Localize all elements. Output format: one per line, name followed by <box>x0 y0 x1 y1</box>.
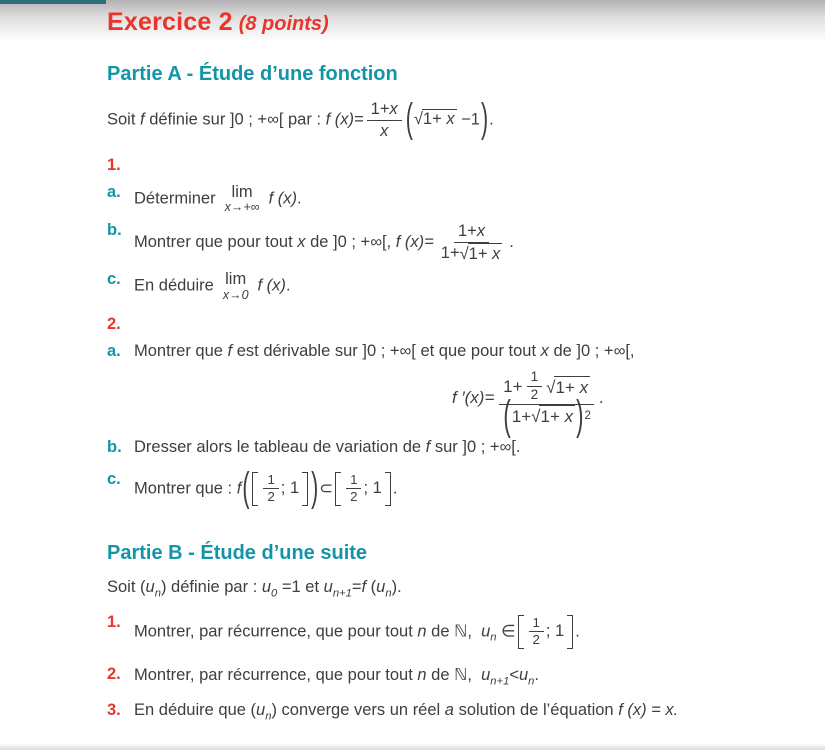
num-text: 1+ <box>458 222 477 241</box>
text: et <box>300 577 324 596</box>
equals: = <box>351 577 362 596</box>
rad-text: 1+ <box>422 110 447 129</box>
interval-rest: ; 1 <box>363 479 382 497</box>
fraction-numerator <box>454 221 489 243</box>
item-1 <box>107 156 813 175</box>
text: et que pour tout <box>415 342 541 361</box>
intro-text: Soit <box>107 110 141 129</box>
subscript-n-plus-1: n+1 <box>332 586 352 599</box>
text: Montrer, par récurrence, que pour tout <box>134 665 418 684</box>
radicand <box>468 243 503 265</box>
exercise-header <box>107 8 813 37</box>
item-1a <box>107 183 813 215</box>
item-2a-label: a. <box>107 342 121 361</box>
item-2b-label: b. <box>107 437 122 456</box>
item-2a <box>107 342 813 361</box>
item-2c <box>107 464 813 510</box>
interval-bracket <box>518 613 574 651</box>
fraction-denominator <box>437 243 507 265</box>
interval: ]0 ; +∞[. <box>462 437 521 456</box>
interval: ]0 ; +∞[ <box>362 342 416 361</box>
num-text: 1+ <box>503 377 523 397</box>
right-bracket <box>385 472 391 506</box>
part-b-heading: Partie B - Étude d’une suite <box>107 541 368 564</box>
close-paren: ) <box>160 577 167 596</box>
var-n: n <box>417 665 427 684</box>
item-1a-body <box>134 183 813 215</box>
half-den: 2 <box>267 489 275 504</box>
page-bottom-gradient <box>0 743 825 750</box>
item-b1-body <box>134 613 813 651</box>
text: Montrer, par récurrence, que pour tout <box>134 621 418 640</box>
exercise-title: Exercice 2 <box>107 8 233 36</box>
text: Montrer que pour tout <box>134 233 298 252</box>
text: Dresser alors le tableau de variation de <box>134 437 426 456</box>
text: Montrer que : <box>134 478 237 497</box>
sqrt-sign: √ <box>413 110 423 129</box>
period: . <box>575 621 580 640</box>
item-2c-body <box>134 464 813 510</box>
den-text: 1+ <box>511 406 532 426</box>
sqrt <box>460 243 503 265</box>
item-b3-body <box>134 701 813 720</box>
var-u: u <box>481 621 491 640</box>
period: . <box>285 276 291 295</box>
half-num: 1 <box>527 369 543 387</box>
var-f: f <box>425 437 431 456</box>
sqrt-sign: √ <box>459 244 469 263</box>
text: sur <box>430 437 463 456</box>
radicand <box>554 376 590 398</box>
text: définie par : <box>166 577 262 596</box>
period: . <box>534 665 539 684</box>
var-x: x <box>297 233 306 252</box>
var-x: x <box>540 342 549 361</box>
lim-word: lim <box>231 183 253 202</box>
subscript-n: n <box>385 586 392 599</box>
half-den: 2 <box>532 632 540 647</box>
radicand <box>422 109 457 129</box>
var-u: u <box>256 700 266 719</box>
item-2b <box>107 438 813 457</box>
open-paren: ( <box>140 577 146 596</box>
item-2 <box>107 315 813 334</box>
var-x: x <box>446 110 455 129</box>
sqrt <box>531 405 575 427</box>
right-bracket <box>302 472 308 506</box>
element-of-symbol: ∈ <box>496 621 516 640</box>
text: Déterminer <box>134 189 216 208</box>
half-den: 2 <box>530 387 539 403</box>
limit-block <box>223 270 249 302</box>
period: . <box>397 577 402 596</box>
interval-bracket <box>335 470 391 508</box>
rad-text: 1+ <box>468 244 493 263</box>
var-x: x <box>564 407 574 427</box>
half-fraction <box>529 615 544 649</box>
text: En déduire que <box>134 700 251 719</box>
item-1c <box>107 270 813 302</box>
part-b-intro <box>107 578 813 597</box>
naturals-symbol: ℕ, <box>454 665 472 684</box>
item-2-label: 2. <box>107 315 121 334</box>
interval-bracket <box>252 470 308 508</box>
limit-block <box>225 183 260 215</box>
fraction <box>367 99 402 141</box>
part-a-intro <box>107 95 813 142</box>
left-bracket <box>518 615 524 649</box>
var-f: f <box>140 110 145 129</box>
interval: ]0 ; +∞[, <box>576 342 635 361</box>
interval: ]0 ; +∞[ <box>229 110 284 129</box>
subscript-n: n <box>265 709 272 722</box>
interval-rest: ; 1 <box>545 622 565 640</box>
f-of-x: f (x) <box>257 276 286 295</box>
rad-text: 1+ <box>540 407 565 427</box>
subscript-n: n <box>490 631 497 644</box>
item-1c-label: c. <box>107 270 121 289</box>
var-x: x <box>389 100 398 118</box>
intro-text: par : <box>283 110 326 129</box>
var-f: f <box>227 342 233 361</box>
half-den: 2 <box>350 489 358 504</box>
text: En déduire <box>134 276 214 295</box>
fraction <box>437 221 507 264</box>
item-b1-label: 1. <box>107 612 121 631</box>
part-a-heading: Partie A - Étude d’une fonction <box>107 63 398 85</box>
half-num: 1 <box>263 472 278 490</box>
var-u: u <box>518 665 529 684</box>
text: Montrer que <box>134 342 228 361</box>
f-of-x: f (x)= <box>325 110 364 129</box>
period: . <box>509 233 514 252</box>
item-1b <box>107 221 813 264</box>
half-num: 1 <box>346 472 361 490</box>
fraction-denominator: x <box>380 121 389 140</box>
period: . <box>489 110 494 129</box>
close-paren: ) <box>311 464 319 510</box>
sqrt-sign: √ <box>546 377 556 397</box>
fraction-denominator: ( 1+ √ 1+ x ) 2 <box>503 391 591 440</box>
sqrt <box>546 376 590 398</box>
intro-text: définie sur <box>144 110 230 129</box>
minus-one: −1 <box>456 110 480 129</box>
sqrt <box>414 109 457 129</box>
var-a: a <box>444 700 454 719</box>
open-paren: ( <box>370 577 377 596</box>
var-u: u <box>261 577 272 596</box>
close-paren: ) <box>391 577 398 596</box>
half-fraction <box>263 472 278 506</box>
item-1a-label: a. <box>107 183 121 202</box>
text: de <box>426 665 455 684</box>
subscript-n-plus-1: n+1 <box>490 674 510 687</box>
fraction-numerator <box>367 99 402 121</box>
radicand <box>539 405 575 427</box>
var-n: n <box>417 621 427 640</box>
item-2b-body <box>134 438 813 457</box>
item-1b-body <box>134 221 813 264</box>
item-b2 <box>107 665 813 685</box>
item-b3 <box>107 701 813 720</box>
half-fraction <box>346 472 361 506</box>
rad-text: 1+ <box>555 377 580 397</box>
item-b2-label: 2. <box>107 664 121 683</box>
text: de <box>548 342 577 361</box>
close-paren: ) <box>271 700 277 719</box>
subscript-n: n <box>528 674 535 687</box>
lim-under: x→+∞ <box>224 200 260 215</box>
var-f: f <box>236 478 242 497</box>
interval-rest: ; 1 <box>280 479 300 497</box>
text: de <box>305 233 334 252</box>
subset-symbol: ⊂ <box>319 478 334 497</box>
naturals-symbol: ℕ, <box>454 621 472 640</box>
period: . <box>598 388 604 408</box>
subscript-n: n <box>154 586 161 599</box>
derivative-formula <box>452 369 604 440</box>
interval: ]0 ; +∞[, <box>333 233 396 252</box>
text: est dérivable sur <box>232 342 363 361</box>
lim-word: lim <box>225 270 247 289</box>
var-x: x <box>579 377 589 397</box>
var-x: x <box>476 222 486 241</box>
num-text: 1+ <box>370 100 390 118</box>
item-b1 <box>107 613 813 651</box>
var-u: u <box>376 577 386 596</box>
text: solution de l’équation <box>453 700 619 719</box>
var-u: u <box>323 577 333 596</box>
lim-under: x→0 <box>222 287 249 302</box>
var-u: u <box>481 665 491 684</box>
half-fraction <box>527 369 543 404</box>
half-num: 1 <box>529 615 544 633</box>
fraction <box>498 369 594 440</box>
open-paren: ( <box>405 95 413 142</box>
item-1-label: 1. <box>107 156 121 175</box>
item-1c-body <box>134 270 813 302</box>
den-text: 1+ <box>440 244 460 263</box>
subscript-0: 0 <box>271 586 278 599</box>
item-2c-label: c. <box>107 469 121 488</box>
f-of-x: f (x)= <box>395 233 434 252</box>
item-1b-label: b. <box>107 221 122 240</box>
text: de <box>426 621 455 640</box>
open-paren: ( <box>250 700 257 719</box>
open-paren: ( <box>242 464 250 510</box>
period: . <box>297 189 302 208</box>
equals-one: =1 <box>277 577 301 596</box>
var-x: x <box>492 244 501 263</box>
item-b3-label: 3. <box>107 700 121 719</box>
close-paren: ) <box>480 95 489 142</box>
f-prime-of-x: f ′(x)= <box>452 388 495 408</box>
left-bracket <box>335 472 341 506</box>
close-paren: ) <box>576 391 584 440</box>
item-2a-body <box>134 342 813 361</box>
sqrt-sign: √ <box>531 407 541 427</box>
right-bracket <box>567 615 573 649</box>
text: converge vers un réel <box>276 700 445 719</box>
open-paren: ( <box>503 391 511 440</box>
var-f: f <box>361 577 371 596</box>
f-of-x: f (x) <box>268 189 297 208</box>
item-b2-body <box>134 665 813 685</box>
period: . <box>392 478 398 497</box>
text: Soit <box>107 577 141 596</box>
less-than: < <box>509 665 519 684</box>
equation-fx-equals-x: f (x) = x. <box>618 700 679 719</box>
left-bracket <box>252 472 258 506</box>
exercise-points: (8 points) <box>238 13 329 35</box>
var-u: u <box>145 577 155 596</box>
